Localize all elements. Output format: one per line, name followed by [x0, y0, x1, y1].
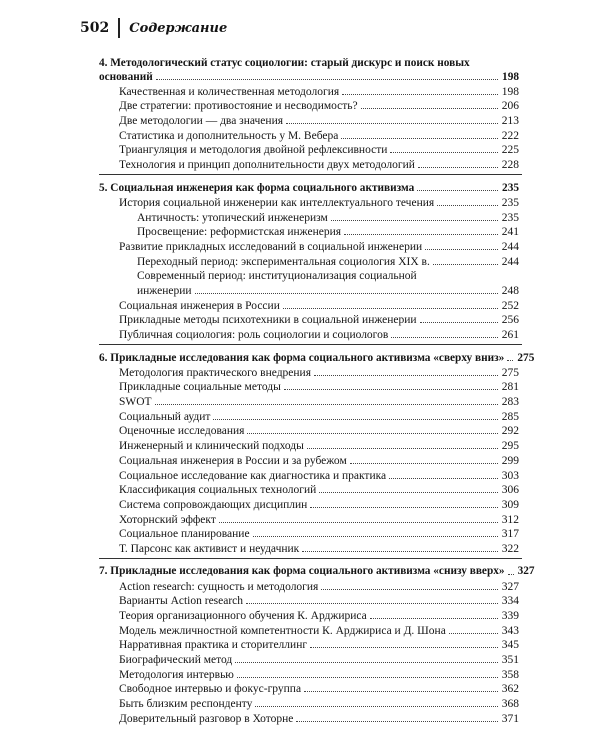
dot-leader	[310, 507, 498, 508]
chapter-title	[99, 178, 519, 195]
entry-text: Технология и принцип дополнительности двух методологий	[119, 159, 415, 172]
entry-text: Варианты Action research	[119, 595, 244, 608]
chapter-4	[99, 57, 519, 172]
chapter-title	[99, 57, 519, 84]
dot-leader	[246, 603, 498, 604]
toc-entry[interactable]	[119, 239, 519, 254]
entry-page: 371	[501, 712, 519, 725]
toc-entry[interactable]	[119, 380, 519, 395]
entry-page: 252	[501, 299, 519, 312]
entry-text: Статистика и дополнительность у М. Вебера	[119, 129, 339, 142]
entry-text: Быть близким респонденту	[119, 698, 253, 711]
entry-text: Свободное интервью и фокус-группа	[119, 683, 302, 696]
entry-page: 339	[501, 610, 519, 622]
entry-text: Теория организационного обучения К. Арджириса	[119, 610, 367, 622]
entry-text-line2: инженерии	[137, 284, 192, 297]
toc-entry[interactable]	[119, 512, 519, 527]
toc-entry[interactable]	[119, 667, 519, 682]
toc-entry[interactable]	[119, 696, 519, 711]
chapter-title	[99, 348, 535, 365]
entry-page: 206	[501, 100, 519, 113]
dot-leader	[425, 249, 498, 250]
chapter-page: 327	[517, 565, 535, 578]
dot-leader	[319, 492, 498, 493]
dot-leader	[341, 138, 498, 139]
entry-text: Социальная инженерия в России и за рубежом	[119, 454, 347, 467]
entry-page: 306	[501, 484, 519, 497]
dot-leader	[310, 647, 498, 648]
entry-page: 244	[501, 255, 519, 268]
dot-leader	[219, 522, 498, 523]
entry-text: Прикладные социальные методы	[119, 381, 281, 394]
entry-page: 225	[501, 144, 519, 157]
chapter-6	[99, 348, 535, 556]
entry-page: 295	[501, 440, 519, 453]
chapter-title-line1: 4. Методологический статус социологии: старый дискурс и поиск новых	[99, 57, 470, 69]
entry-page: 343	[501, 624, 519, 637]
toc-entry[interactable]	[119, 424, 519, 439]
dot-leader	[253, 536, 498, 537]
dot-leader	[389, 478, 498, 479]
dot-leader	[342, 94, 498, 95]
entry-text: Социальное исследование как диагностика и практика	[119, 469, 387, 482]
entry-page: 362	[501, 683, 519, 696]
toc-entry[interactable]	[119, 682, 519, 697]
toc-entry[interactable]	[119, 313, 519, 328]
entry-page: 334	[501, 595, 519, 608]
entry-page: 256	[501, 314, 519, 327]
entry-page: 285	[501, 410, 519, 423]
dot-leader	[213, 419, 498, 420]
entry-text: Хоторнский эффект	[119, 513, 216, 526]
entry-page: 292	[501, 425, 519, 438]
toc-entry[interactable]	[119, 84, 519, 99]
dot-leader	[296, 721, 498, 722]
dot-leader	[418, 167, 498, 168]
entry-page: 281	[501, 381, 519, 394]
entry-text: Action research: сущность и методология	[119, 580, 319, 593]
entry-page: 322	[501, 542, 519, 555]
entry-page: 248	[501, 284, 519, 297]
dot-leader	[370, 618, 498, 619]
toc-entry[interactable]	[119, 453, 519, 468]
entry-page: 299	[501, 454, 519, 467]
entry-text: Методология практического внедрения	[119, 366, 311, 379]
entry-text: История социальной инженерии как интеллектуального течения	[119, 196, 435, 209]
entry-page: 345	[501, 639, 519, 652]
toc-entry[interactable]	[119, 298, 519, 313]
entry-text: Социальная инженерия в России	[119, 299, 280, 312]
entry-text: Система сопровождающих дисциплин	[119, 498, 308, 511]
chapter-7	[99, 562, 535, 726]
entry-page: 275	[501, 366, 519, 379]
entry-page: 303	[501, 469, 519, 482]
toc-entry[interactable]	[119, 143, 519, 158]
chapter-title-text: 7. Прикладные исследования как форма социального активизма «снизу вверх»	[99, 565, 505, 578]
toc-entry[interactable]	[119, 541, 519, 556]
chapter-title-line2: оснований	[99, 70, 153, 83]
dot-leader	[307, 448, 498, 449]
entry-text: Оценочные исследования	[119, 425, 245, 438]
toc-entry[interactable]	[119, 99, 519, 114]
entry-text: Прикладные методы психотехники в социальной инженерии	[119, 314, 417, 327]
dot-leader	[508, 574, 514, 575]
dot-leader	[321, 589, 498, 590]
entry-page: 261	[501, 329, 519, 341]
entry-text: Триангуляция и методология двойной рефлексивности	[119, 144, 388, 157]
entry-text: Классификация социальных технологий	[119, 484, 317, 497]
entry-text: Модель межличностной компетентности К. Арджириса и Д. Шона	[119, 624, 446, 637]
entry-text: Биографический метод	[119, 654, 233, 667]
dot-leader	[283, 308, 498, 309]
toc-subentry[interactable]	[137, 210, 519, 225]
toc-subentry[interactable]	[137, 269, 519, 298]
entry-page: 351	[501, 654, 519, 667]
dot-leader	[156, 79, 498, 80]
entry-page: 309	[501, 498, 519, 511]
dot-leader	[361, 108, 498, 109]
dot-leader	[449, 633, 498, 634]
entry-text: Переходный период: экспериментальная социология XIX в.	[137, 255, 430, 268]
entry-page: 358	[501, 668, 519, 681]
dot-leader	[344, 234, 498, 235]
entry-page: 317	[501, 528, 519, 541]
toc-entry[interactable]	[119, 579, 519, 594]
entry-text-line1: Современный период: институционализация социальной	[137, 269, 417, 282]
dot-leader	[155, 404, 498, 405]
dot-leader	[284, 389, 498, 390]
toc-subentry[interactable]	[137, 225, 519, 240]
dot-leader	[391, 337, 498, 338]
dot-leader	[302, 551, 498, 552]
dot-leader	[390, 152, 498, 153]
toc-entry[interactable]	[119, 438, 519, 453]
toc-entry[interactable]	[119, 157, 519, 172]
dot-leader	[437, 205, 498, 206]
chapter-page: 275	[517, 351, 535, 364]
entry-text: Две методологии — два значения	[119, 115, 284, 128]
entry-text: Т. Парсонс как активист и неудачник	[119, 542, 300, 555]
dot-leader	[420, 322, 498, 323]
chapter-separator	[99, 174, 522, 175]
chapter-title-text: 5. Социальная инженерия как форма социального активизма	[99, 181, 415, 194]
toc-entry[interactable]	[119, 113, 519, 128]
toc-entry[interactable]	[119, 623, 519, 638]
chapter-page: 198	[502, 70, 519, 83]
dot-leader	[247, 433, 498, 434]
dot-leader	[331, 220, 498, 221]
running-title: Содержание	[129, 20, 228, 36]
page-header	[80, 16, 227, 40]
dot-leader	[286, 123, 498, 124]
entry-page: 244	[501, 240, 519, 253]
entry-page: 198	[501, 85, 519, 98]
header-divider	[118, 18, 120, 38]
entry-text: Социальное планирование	[119, 528, 250, 541]
entry-page: 241	[501, 226, 519, 239]
dot-leader	[314, 375, 498, 376]
entry-text: Две стратегии: противостояние и несводимость?	[119, 100, 358, 113]
entry-page: 222	[501, 129, 519, 142]
toc-entry[interactable]	[119, 394, 519, 409]
toc-entry[interactable]	[119, 638, 519, 653]
chapter-separator	[99, 344, 522, 345]
toc-entry[interactable]	[119, 594, 519, 609]
entry-page: 368	[501, 698, 519, 711]
toc-entry[interactable]	[119, 128, 519, 143]
dot-leader	[235, 662, 498, 663]
entry-text: Доверительный разговор в Хоторне	[119, 712, 294, 725]
chapter-separator	[99, 558, 522, 559]
toc-entry[interactable]	[119, 652, 519, 667]
dot-leader	[417, 190, 498, 191]
chapter-5	[99, 178, 519, 342]
entry-page: 327	[501, 580, 519, 593]
toc-entry[interactable]	[119, 527, 519, 542]
entry-text: Нарративная практика и сторителлинг	[119, 639, 308, 652]
toc-entry[interactable]	[119, 711, 519, 726]
dot-leader	[433, 264, 498, 265]
dot-leader	[255, 706, 498, 707]
page-number: 502	[80, 20, 110, 36]
chapter-title	[99, 562, 535, 579]
entry-text: Качественная и количественная методология	[119, 85, 340, 98]
chapter-title-text: 6. Прикладные исследования как форма социального активизма «сверху вниз»	[99, 351, 505, 364]
entry-text: Развитие прикладных исследований в социальной инженерии	[119, 240, 423, 253]
entry-text: Инженерный и клинический подходы	[119, 440, 304, 453]
entry-page: 228	[501, 159, 519, 172]
entry-text: Публичная социология: роль социологии и социологов	[119, 329, 389, 341]
entry-text: Методология интервью	[119, 668, 234, 681]
toc-entry[interactable]	[119, 608, 519, 623]
entry-page: 235	[501, 196, 519, 209]
chapter-page: 235	[502, 181, 519, 194]
entry-page: 235	[501, 211, 519, 224]
entry-page: 283	[501, 396, 519, 409]
dot-leader	[350, 463, 498, 464]
toc-subentry[interactable]	[137, 254, 519, 269]
toc-entry[interactable]	[119, 327, 519, 342]
toc-entry[interactable]	[119, 468, 519, 483]
dot-leader	[195, 293, 498, 294]
toc-entry[interactable]	[119, 409, 519, 424]
toc-entry[interactable]	[119, 195, 519, 210]
entry-text: SWOT	[119, 396, 152, 409]
entry-text: Античность: утопический инженеризм	[137, 211, 328, 224]
dot-leader	[304, 691, 498, 692]
toc-entry[interactable]	[119, 365, 519, 380]
entry-page: 312	[501, 513, 519, 526]
table-of-contents	[99, 57, 535, 728]
entry-text: Социальный аудит	[119, 410, 211, 423]
entry-page: 213	[501, 115, 519, 128]
entry-text: Просвещение: реформистская инженерия	[137, 226, 342, 239]
dot-leader	[237, 677, 498, 678]
toc-entry[interactable]	[119, 497, 519, 512]
toc-entry[interactable]	[119, 483, 519, 498]
dot-leader	[507, 360, 513, 361]
